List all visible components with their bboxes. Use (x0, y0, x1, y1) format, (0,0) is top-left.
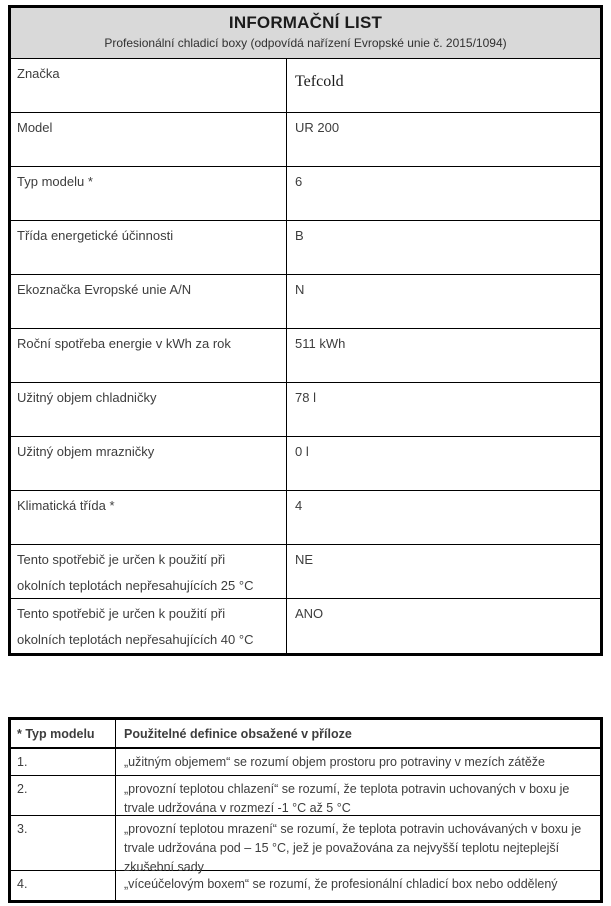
definition-text: „provozní teplotou mrazení“ se rozumí, že teplota potravin uchovávaných v boxu je trvale udržována pod – 15 °C, jež je považována za nejvyšší teplotu nejteplejší zkušební sady (115, 816, 600, 870)
row-label: Tento spotřebič je určen k použití při okolních teplotách nepřesahujících 25 °C (17, 552, 254, 593)
row-value: 0 l (286, 437, 600, 490)
definition-row-4 (11, 870, 600, 900)
table-row-objem-chladnicky (11, 382, 600, 436)
row-label: Klimatická třída * (17, 498, 115, 513)
definition-text: „provozní teplotou chlazení“ se rozumí, že teplota potravin uchovaných v boxu je trvale udržována v rozmezí -1 °C až 5 °C (115, 776, 600, 815)
row-value: ANO (286, 599, 600, 653)
row-value: B (286, 221, 600, 274)
row-label: Typ modelu * (17, 174, 93, 189)
table-row-klimaticka-trida (11, 490, 600, 544)
page-title: INFORMAČNÍ LIST (228, 13, 383, 32)
info-table (8, 5, 603, 656)
page-subtitle: Profesionální chladicí boxy (odpovídá nařízení Evropské unie č. 2015/1094) (104, 36, 507, 50)
table-row-znacka (11, 58, 600, 112)
definitions-header-row (11, 720, 600, 747)
row-label: Ekoznačka Evropské unie A/N (17, 282, 192, 297)
row-value: 6 (286, 167, 600, 220)
row-value: N (286, 275, 600, 328)
table-row-teplota-25 (11, 544, 600, 598)
definition-text: „užitným objemem“ se rozumí objem prostoru pro potraviny v mezích zátěže (115, 749, 600, 775)
row-label: Užitný objem chladničky (17, 390, 157, 405)
table-row-teplota-40 (11, 598, 600, 653)
row-label: Model (17, 120, 53, 135)
definitions-table (8, 717, 603, 903)
row-value: 511 kWh (286, 329, 600, 382)
row-label: Značka (17, 66, 60, 81)
table-row-objem-mraznicky (11, 436, 600, 490)
definition-number: 4. (17, 877, 28, 891)
table-row-ekoznacka (11, 274, 600, 328)
definition-number: 2. (17, 782, 28, 796)
row-value: NE (286, 545, 600, 598)
row-value-brand: Tefcold (286, 59, 600, 112)
row-label: Roční spotřeba energie v kWh za rok (17, 336, 231, 351)
definitions-header-col1: * Typ modelu (17, 727, 95, 741)
row-label: Tento spotřebič je určen k použití při okolních teplotách nepřesahujících 40 °C (17, 606, 254, 647)
row-value: UR 200 (286, 113, 600, 166)
definition-row-2 (11, 775, 600, 815)
table-row-rocni-spotreba (11, 328, 600, 382)
table-row-model (11, 112, 600, 166)
definition-number: 3. (17, 822, 28, 836)
definitions-header-col2: Použitelné definice obsažené v příloze (115, 720, 600, 747)
row-label: Třída energetické účinnosti (17, 228, 174, 243)
row-value: 78 l (286, 383, 600, 436)
info-table-header (11, 8, 600, 58)
table-row-typ-modelu (11, 166, 600, 220)
definition-row-3 (11, 815, 600, 874)
definition-row-1 (11, 747, 600, 775)
row-value: 4 (286, 491, 600, 544)
definition-text: „víceúčelovým boxem“ se rozumí, že profesionální chladicí box nebo oddělený (115, 871, 600, 900)
table-row-trida-ucinnosti (11, 220, 600, 274)
definition-number: 1. (17, 755, 28, 769)
row-label: Užitný objem mrazničky (17, 444, 155, 459)
